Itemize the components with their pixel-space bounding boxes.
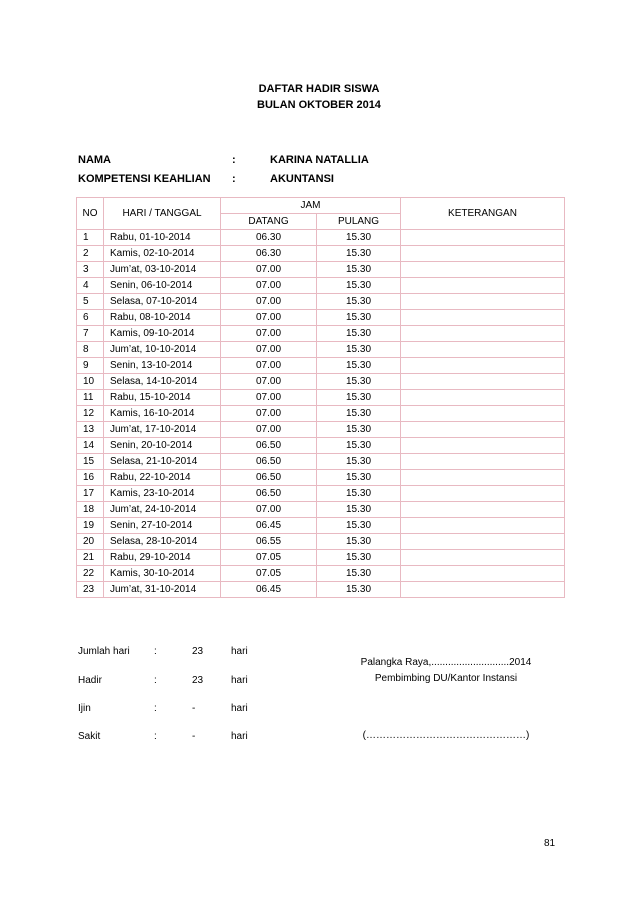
col-header-no: NO	[77, 198, 104, 230]
summary-value: 23	[192, 646, 204, 657]
table-row	[77, 518, 565, 534]
row-number: 21	[77, 550, 104, 566]
row-departure-time: 15.30	[317, 358, 401, 374]
signature-place-date: Palangka Raya,............................2014	[360, 657, 532, 668]
table-row	[77, 390, 565, 406]
row-number: 3	[77, 262, 104, 278]
row-date: Selasa, 07-10-2014	[104, 294, 221, 310]
row-departure-time: 15.30	[317, 486, 401, 502]
row-departure-time: 15.30	[317, 374, 401, 390]
row-note	[401, 358, 565, 374]
row-departure-time: 15.30	[317, 422, 401, 438]
summary-unit: hari	[231, 731, 248, 742]
table-row	[77, 358, 565, 374]
row-date: Kamis, 02-10-2014	[104, 246, 221, 262]
name-label: NAMA	[78, 154, 111, 166]
row-note	[401, 518, 565, 534]
row-departure-time: 15.30	[317, 342, 401, 358]
row-arrival-time: 07.00	[221, 326, 317, 342]
row-date: Senin, 20-10-2014	[104, 438, 221, 454]
row-departure-time: 15.30	[317, 502, 401, 518]
row-departure-time: 15.30	[317, 582, 401, 598]
summary-label: Hadir	[78, 675, 102, 686]
row-date: Kamis, 30-10-2014	[104, 566, 221, 582]
row-number: 22	[77, 566, 104, 582]
row-date: Senin, 06-10-2014	[104, 278, 221, 294]
row-note	[401, 390, 565, 406]
summary-colon: :	[154, 646, 157, 657]
row-arrival-time: 07.00	[221, 294, 317, 310]
row-departure-time: 15.30	[317, 294, 401, 310]
row-note	[401, 294, 565, 310]
row-note	[401, 486, 565, 502]
row-note	[401, 534, 565, 550]
row-number: 17	[77, 486, 104, 502]
row-number: 6	[77, 310, 104, 326]
row-arrival-time: 07.00	[221, 502, 317, 518]
row-departure-time: 15.30	[317, 550, 401, 566]
row-arrival-time: 07.00	[221, 342, 317, 358]
row-number: 1	[77, 230, 104, 246]
row-number: 14	[77, 438, 104, 454]
row-arrival-time: 07.00	[221, 374, 317, 390]
row-departure-time: 15.30	[317, 566, 401, 582]
row-departure-time: 15.30	[317, 230, 401, 246]
row-departure-time: 15.30	[317, 278, 401, 294]
row-note	[401, 262, 565, 278]
row-date: Jum’at, 03-10-2014	[104, 262, 221, 278]
summary-colon: :	[154, 731, 157, 742]
row-arrival-time: 07.00	[221, 390, 317, 406]
row-date: Rabu, 29-10-2014	[104, 550, 221, 566]
row-date: Jum’at, 17-10-2014	[104, 422, 221, 438]
summary-value: -	[192, 703, 196, 714]
row-arrival-time: 07.05	[221, 566, 317, 582]
summary-value: 23	[192, 675, 204, 686]
row-note	[401, 422, 565, 438]
table-row	[77, 486, 565, 502]
row-number: 15	[77, 454, 104, 470]
row-note	[401, 342, 565, 358]
summary-unit: hari	[231, 675, 248, 686]
row-number: 20	[77, 534, 104, 550]
summary-label: Ijin	[78, 703, 91, 714]
summary-unit: hari	[231, 703, 248, 714]
row-departure-time: 15.30	[317, 470, 401, 486]
row-date: Selasa, 14-10-2014	[104, 374, 221, 390]
table-row	[77, 294, 565, 310]
row-arrival-time: 06.30	[221, 230, 317, 246]
row-departure-time: 15.30	[317, 310, 401, 326]
table-row	[77, 470, 565, 486]
row-number: 7	[77, 326, 104, 342]
table-row	[77, 262, 565, 278]
document-title: DAFTAR HADIR SISWA	[258, 83, 380, 95]
row-note	[401, 246, 565, 262]
row-note	[401, 470, 565, 486]
row-departure-time: 15.30	[317, 518, 401, 534]
table-row	[77, 342, 565, 358]
summary-label: Sakit	[78, 731, 101, 742]
row-note	[401, 230, 565, 246]
row-departure-time: 15.30	[317, 438, 401, 454]
row-number: 11	[77, 390, 104, 406]
row-arrival-time: 07.00	[221, 262, 317, 278]
row-date: Rabu, 08-10-2014	[104, 310, 221, 326]
major-value: AKUNTANSI	[270, 173, 334, 185]
page-number: 81	[544, 838, 556, 849]
row-number: 5	[77, 294, 104, 310]
major-colon: :	[232, 173, 236, 185]
row-arrival-time: 07.00	[221, 406, 317, 422]
table-row	[77, 374, 565, 390]
row-note	[401, 438, 565, 454]
row-date: Jum’at, 10-10-2014	[104, 342, 221, 358]
row-note	[401, 502, 565, 518]
row-note	[401, 406, 565, 422]
row-arrival-time: 06.50	[221, 470, 317, 486]
name-value: KARINA NATALLIA	[270, 154, 369, 166]
row-arrival-time: 06.50	[221, 438, 317, 454]
row-arrival-time: 07.00	[221, 358, 317, 374]
row-arrival-time: 07.00	[221, 310, 317, 326]
table-row	[77, 582, 565, 598]
table-row	[77, 230, 565, 246]
row-number: 18	[77, 502, 104, 518]
table-row	[77, 550, 565, 566]
table-row	[77, 326, 565, 342]
row-date: Jum’at, 31-10-2014	[104, 582, 221, 598]
signature-role: Pembimbing DU/Kantor Instansi	[374, 673, 518, 684]
table-row	[77, 438, 565, 454]
row-arrival-time: 07.00	[221, 422, 317, 438]
row-number: 12	[77, 406, 104, 422]
row-date: Kamis, 16-10-2014	[104, 406, 221, 422]
row-departure-time: 15.30	[317, 534, 401, 550]
row-arrival-time: 06.45	[221, 582, 317, 598]
document-subtitle: BULAN OKTOBER 2014	[257, 99, 381, 111]
major-label: KOMPETENSI KEAHLIAN	[78, 173, 211, 185]
row-arrival-time: 06.50	[221, 454, 317, 470]
table-row	[77, 454, 565, 470]
row-arrival-time: 06.50	[221, 486, 317, 502]
row-date: Rabu, 15-10-2014	[104, 390, 221, 406]
col-header-departure: PULANG	[317, 214, 401, 230]
row-date: Selasa, 21-10-2014	[104, 454, 221, 470]
table-row	[77, 310, 565, 326]
table-row	[77, 246, 565, 262]
row-date: Kamis, 09-10-2014	[104, 326, 221, 342]
row-date: Kamis, 23-10-2014	[104, 486, 221, 502]
col-header-arrival: DATANG	[221, 214, 317, 230]
table-row	[77, 422, 565, 438]
row-number: 19	[77, 518, 104, 534]
row-date: Senin, 13-10-2014	[104, 358, 221, 374]
table-row	[77, 502, 565, 518]
row-arrival-time: 07.00	[221, 278, 317, 294]
row-arrival-time: 06.55	[221, 534, 317, 550]
row-note	[401, 454, 565, 470]
row-note	[401, 326, 565, 342]
row-note	[401, 582, 565, 598]
attendance-rows	[77, 230, 565, 598]
row-number: 9	[77, 358, 104, 374]
row-departure-time: 15.30	[317, 262, 401, 278]
summary-value: -	[192, 731, 196, 742]
table-row	[77, 278, 565, 294]
row-date: Selasa, 28-10-2014	[104, 534, 221, 550]
summary-colon: :	[154, 703, 157, 714]
row-arrival-time: 07.05	[221, 550, 317, 566]
summary-label: Jumlah hari	[78, 646, 130, 657]
name-colon: :	[232, 154, 236, 166]
col-header-note: KETERANGAN	[401, 198, 565, 230]
row-note	[401, 374, 565, 390]
summary-colon: :	[154, 675, 157, 686]
row-note	[401, 310, 565, 326]
row-note	[401, 278, 565, 294]
table-row	[77, 406, 565, 422]
table-row	[77, 534, 565, 550]
row-date: Rabu, 22-10-2014	[104, 470, 221, 486]
row-number: 2	[77, 246, 104, 262]
row-departure-time: 15.30	[317, 406, 401, 422]
row-note	[401, 550, 565, 566]
col-header-jam: JAM	[221, 198, 401, 214]
row-number: 4	[77, 278, 104, 294]
row-departure-time: 15.30	[317, 390, 401, 406]
col-header-date: HARI / TANGGAL	[104, 198, 221, 230]
row-number: 8	[77, 342, 104, 358]
row-departure-time: 15.30	[317, 326, 401, 342]
attendance-table	[76, 197, 565, 598]
row-date: Jum’at, 24-10-2014	[104, 502, 221, 518]
table-row	[77, 566, 565, 582]
row-number: 23	[77, 582, 104, 598]
row-note	[401, 566, 565, 582]
row-number: 16	[77, 470, 104, 486]
row-arrival-time: 06.45	[221, 518, 317, 534]
row-arrival-time: 06.30	[221, 246, 317, 262]
row-number: 10	[77, 374, 104, 390]
row-date: Senin, 27-10-2014	[104, 518, 221, 534]
row-number: 13	[77, 422, 104, 438]
signature-name-line: (…………………………………………)	[362, 730, 530, 741]
row-departure-time: 15.30	[317, 454, 401, 470]
row-date: Rabu, 01-10-2014	[104, 230, 221, 246]
summary-unit: hari	[231, 646, 248, 657]
row-departure-time: 15.30	[317, 246, 401, 262]
